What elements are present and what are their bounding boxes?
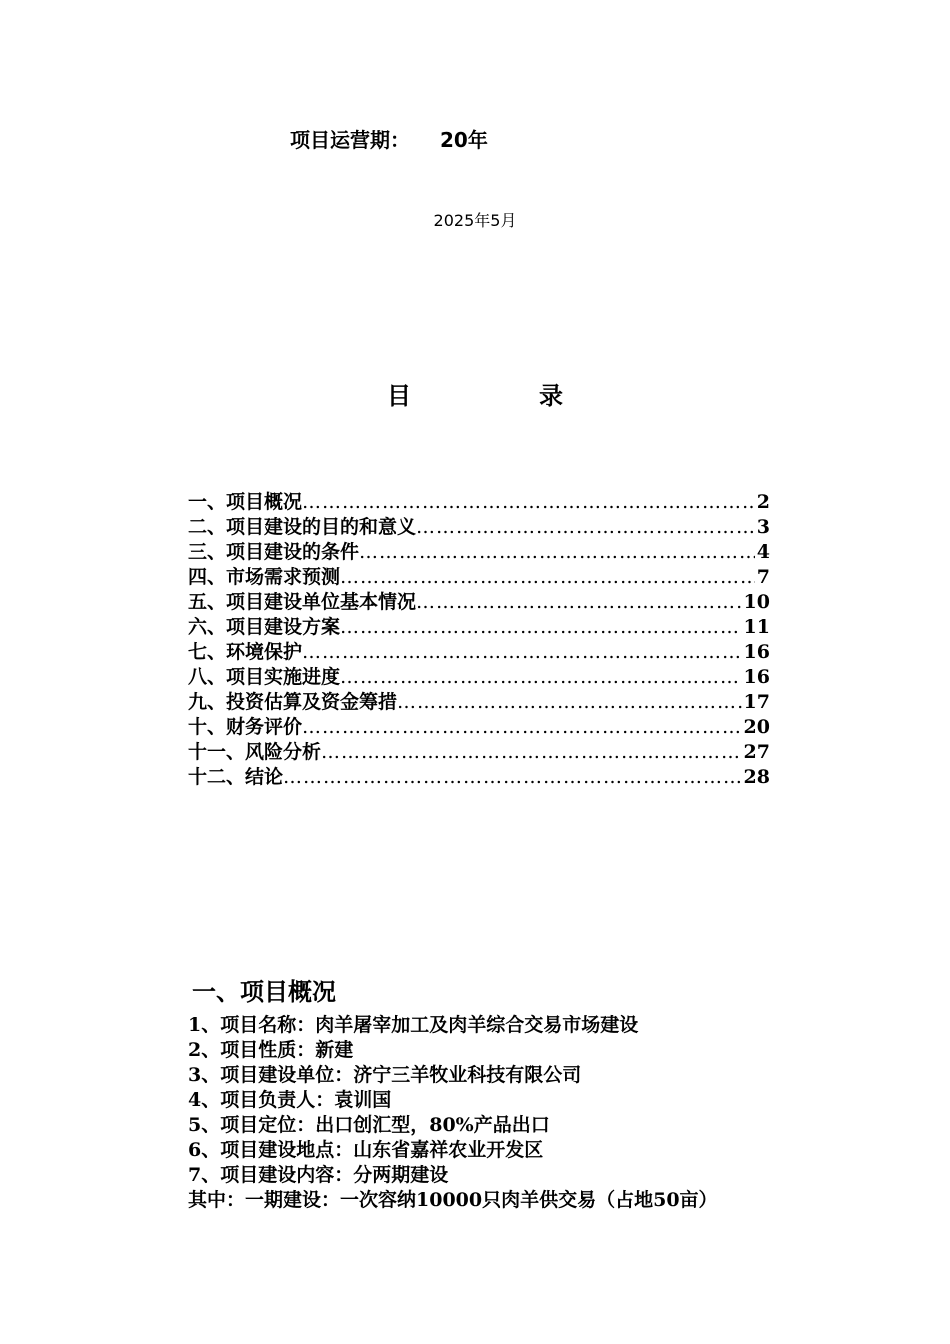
toc-entry[interactable] bbox=[188, 515, 770, 540]
toc-leader-dots bbox=[340, 615, 742, 640]
toc-entry[interactable] bbox=[188, 565, 770, 590]
toc-entry-page: 20 bbox=[743, 716, 770, 738]
project-overview-list bbox=[188, 1013, 718, 1213]
toc-entry-page: 7 bbox=[756, 566, 770, 588]
toc-entry[interactable] bbox=[188, 665, 770, 690]
toc-entry-label: 十一、风险分析 bbox=[188, 741, 322, 763]
toc-entry[interactable] bbox=[188, 490, 770, 515]
toc-entry-page: 10 bbox=[743, 591, 770, 613]
toc-entry-page: 16 bbox=[743, 641, 770, 663]
toc-entry-label: 二、项目建设的目的和意义 bbox=[188, 516, 417, 538]
overview-item: 2、项目性质：新建 bbox=[188, 1039, 354, 1061]
operation-period bbox=[290, 124, 488, 153]
operation-period-value: 20年 bbox=[440, 128, 488, 152]
toc-entry-page: 3 bbox=[756, 516, 770, 538]
toc-leader-dots bbox=[302, 490, 755, 515]
toc-entry-label: 八、项目实施进度 bbox=[188, 666, 341, 688]
toc-entry-label: 七、环境保护 bbox=[188, 641, 303, 663]
toc-leader-dots bbox=[416, 590, 742, 615]
overview-item: 5、项目定位：出口创汇型，80%产品出口 bbox=[188, 1114, 550, 1136]
toc-leader-dots bbox=[302, 640, 742, 665]
toc-leader-dots bbox=[397, 690, 742, 715]
toc-leader-dots bbox=[302, 715, 742, 740]
toc-entry-label: 六、项目建设方案 bbox=[188, 616, 341, 638]
overview-item: 其中：一期建设：一次容纳10000只肉羊供交易（占地50亩） bbox=[188, 1189, 718, 1211]
overview-item: 6、项目建设地点：山东省嘉祥农业开发区 bbox=[188, 1139, 544, 1161]
toc-leader-dots bbox=[283, 765, 742, 790]
toc-leader-dots bbox=[359, 540, 755, 565]
toc-entry-page: 28 bbox=[743, 766, 770, 788]
toc-leader-dots bbox=[340, 665, 742, 690]
toc-entry-page: 16 bbox=[743, 666, 770, 688]
toc-entry-page: 27 bbox=[743, 741, 770, 763]
toc-entry-label: 四、市场需求预测 bbox=[188, 566, 341, 588]
overview-item: 3、项目建设单位：济宁三羊牧业科技有限公司 bbox=[188, 1064, 582, 1086]
table-of-contents bbox=[188, 490, 770, 790]
toc-entry-label: 十二、结论 bbox=[188, 766, 284, 788]
overview-item: 1、项目名称：肉羊屠宰加工及肉羊综合交易市场建设 bbox=[188, 1014, 639, 1036]
toc-entry[interactable] bbox=[188, 690, 770, 715]
toc-entry[interactable] bbox=[188, 740, 770, 765]
toc-entry[interactable] bbox=[188, 765, 770, 790]
toc-entry-page: 11 bbox=[743, 616, 770, 638]
toc-entry[interactable] bbox=[188, 590, 770, 615]
toc-entry[interactable] bbox=[188, 615, 770, 640]
overview-item: 4、项目负责人：袁训国 bbox=[188, 1089, 392, 1111]
toc-entry-label: 十、财务评价 bbox=[188, 716, 303, 738]
overview-item: 7、项目建设内容：分两期建设 bbox=[188, 1164, 449, 1186]
toc-entry[interactable] bbox=[188, 540, 770, 565]
toc-leader-dots bbox=[340, 565, 755, 590]
toc-entry-page: 17 bbox=[743, 691, 770, 713]
toc-entry-label: 五、项目建设单位基本情况 bbox=[188, 591, 417, 613]
toc-entry-page: 2 bbox=[756, 491, 770, 513]
toc-leader-dots bbox=[416, 515, 755, 540]
toc-entry-page: 4 bbox=[756, 541, 770, 563]
toc-leader-dots bbox=[321, 740, 742, 765]
operation-period-label: 项目运营期： bbox=[290, 128, 410, 152]
toc-entry[interactable] bbox=[188, 715, 770, 740]
toc-entry[interactable] bbox=[188, 640, 770, 665]
toc-entry-label: 一、项目概况 bbox=[188, 491, 303, 513]
toc-entry-label: 九、投资估算及资金筹措 bbox=[188, 691, 398, 713]
document-date: 2025年5月 bbox=[433, 211, 517, 230]
section-heading: 一、项目概况 bbox=[192, 978, 336, 1006]
toc-title: 目录 bbox=[387, 382, 691, 410]
toc-entry-label: 三、项目建设的条件 bbox=[188, 541, 360, 563]
